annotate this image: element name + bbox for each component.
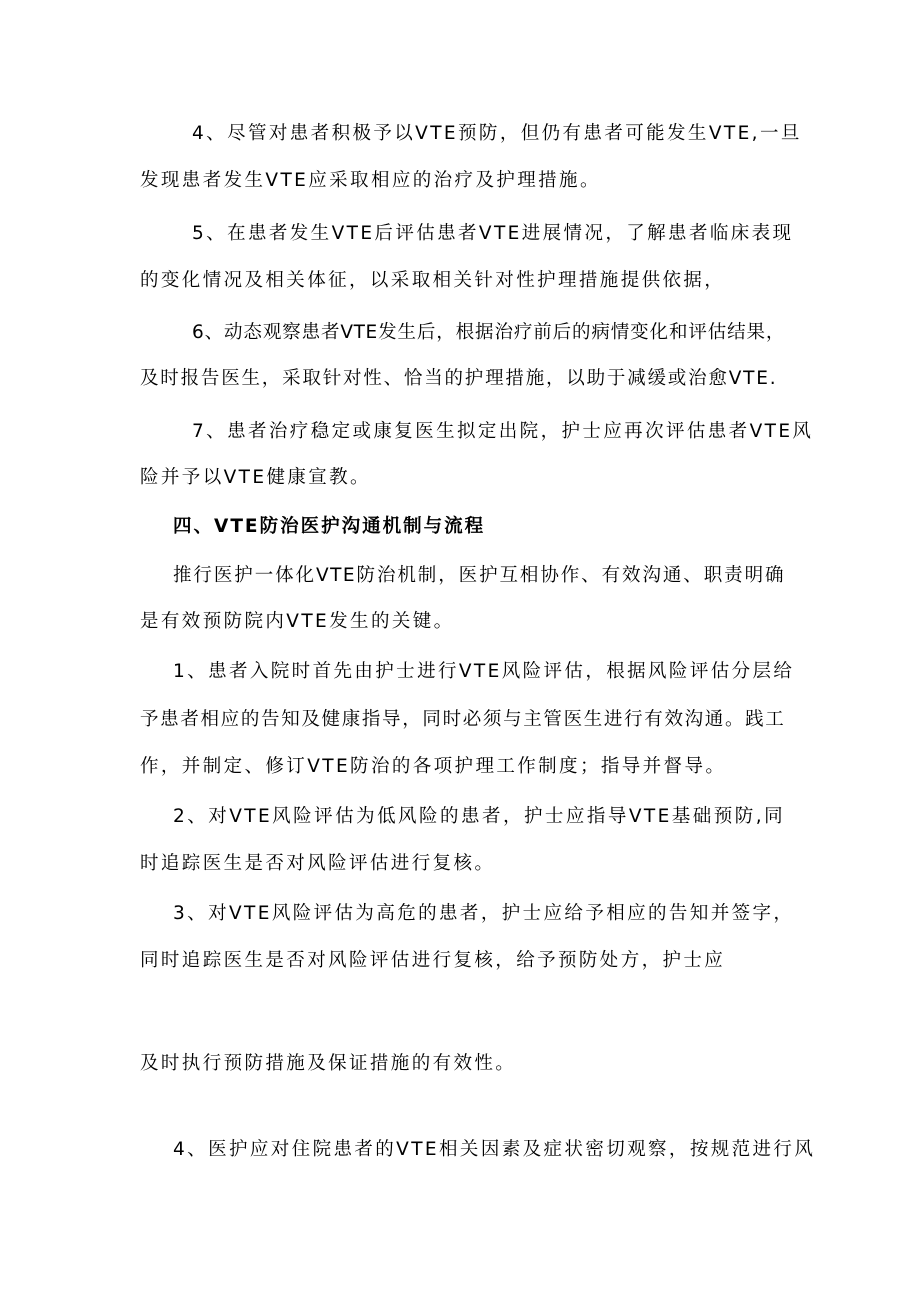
item-7-line-1: 7、患者治疗稳定或康复医生拟定出院，护士应再次评估患者VTE风 bbox=[192, 421, 814, 442]
step-3-line-1: 3、对VTE风险评估为高危的患者，护士应给予相应的告知并签字， bbox=[173, 903, 795, 924]
intro-line-2: 是有效预防院内VTE发生的关键。 bbox=[140, 611, 455, 632]
step-1-line-3: 作，并制定、修订VTE防治的各项护理工作制度；指导并督导。 bbox=[140, 756, 727, 777]
item-5-line-2: 的变化情况及相关体征，以采取相关针对性护理措施提供依据， bbox=[140, 270, 726, 291]
step-2-line-1: 2、对VTE风险评估为低风险的患者，护士应指导VTE基础预防,同 bbox=[173, 806, 785, 827]
intro-line-1: 推行医护一体化VTE防治机制，医护互相协作、有效沟通、职责明确 bbox=[173, 565, 785, 586]
step-1-line-1: 1、患者入院时首先由护士进行VTE风险评估，根据风险评估分层给 bbox=[173, 661, 795, 682]
item-6-line-1: 6、动态观察患者VTE发生后，根据治疗前后的病情变化和评估结果， bbox=[192, 322, 785, 343]
step-3-line-3: 及时执行预防措施及保证措施的有效性。 bbox=[140, 1053, 517, 1074]
item-5-line-1: 5、在患者发生VTE后评估患者VTE进展情况，了解患者临床表现 bbox=[192, 223, 794, 244]
step-2-line-2: 时追踪医生是否对风险评估进行复核。 bbox=[140, 853, 496, 874]
step-1-line-2: 予患者相应的告知及健康指导，同时必须与主管医生进行有效沟通。践工 bbox=[140, 709, 785, 730]
section-heading: 四、VTE防治医护沟通机制与流程 bbox=[173, 516, 486, 537]
item-6-line-2: 及时报告医生，采取针对性、恰当的护理措施，以助于减缓或治愈VTE. bbox=[140, 368, 778, 389]
item-4-line-1: 4、尽管对患者积极予以VTE预防，但仍有患者可能发生VTE,一旦 bbox=[192, 123, 802, 144]
step-3-line-2: 同时追踪医生是否对风险评估进行复核，给予预防处方，护士应 bbox=[140, 950, 726, 971]
item-4-line-2: 发现患者发生VTE应采取相应的治疗及护理措施。 bbox=[140, 170, 601, 191]
item-7-line-2: 险并予以VTE健康宣教。 bbox=[140, 467, 371, 488]
step-4-line-1: 4、医护应对住院患者的VTE相关因素及症状密切观察，按规范进行风 bbox=[173, 1139, 816, 1160]
